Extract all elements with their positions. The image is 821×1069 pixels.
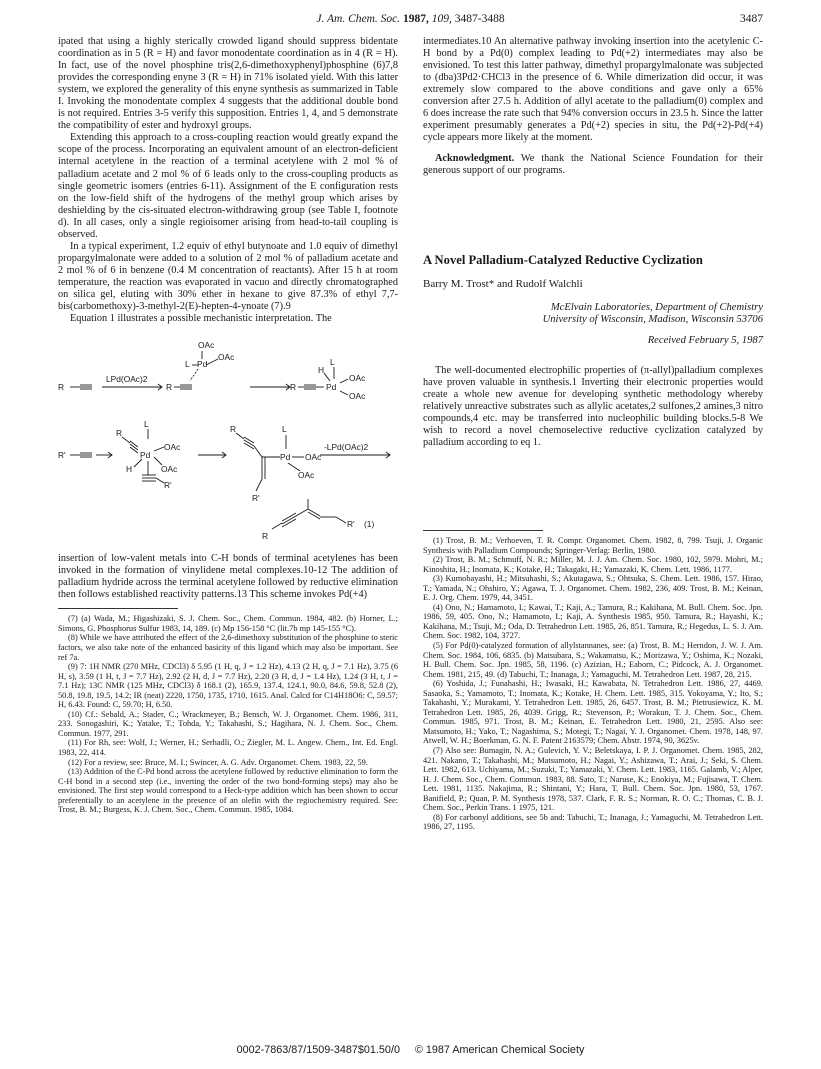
- scheme-label-r: R: [262, 531, 269, 542]
- footnote: (7) Also see: Bumagin, N. A.; Gulevich, Y. V.; Beletskaya, I. P. J. Organomet. Chem. 1985, 282, 421. Nakano, T.; Takahashi, M.; Matsumoto, H.; Nagai, Y.; Ashizawa, T.; Arai, J.; Seki, S. Chem. Lett. 1982, 613. Uchiyama, M.; Suzuki, T.; Yamazaki, Y. Chem. Lett. 1983, 1165. Galamb, V.; Alper, H. J. Chem. Soc., Chem. Commun. 1983, 88. Sato, T.; Naruse, K.; Enokiya, M.; Fujisawa, T. Chem. Lett. 1981, 1135. Nakajima, R.; Shintani, Y.; Hara, T. Bull. Chem. Soc. Jpn. 1980, 53, 1767. Banifield, P.; Quan, P. M. Synthesis 1978, 537. Clark, F. R. S.; Norman, R. O. C.; Thomas, C. B. J. Chem. Soc., Perkin Trans. 1 1975, 121.: [423, 746, 763, 813]
- received-date: Received February 5, 1987: [647, 334, 763, 346]
- scheme-label-pd: Pd: [140, 450, 151, 461]
- paragraph: insertion of low-valent metals into C-H bonds of terminal acetylenes has been invoked in the formation of vinylidene metal complexes.10-12 The addition of palladium hydride across the terminal acetylene followed by reductive elimination then follows established reactivity patterns.13 This scheme invokes Pd(+4): [58, 553, 398, 601]
- scheme-label-r: R: [116, 428, 123, 439]
- scheme-label-r-prime: R': [58, 450, 66, 461]
- scheme-label-oac: OAc: [349, 391, 366, 402]
- copyright: © 1987 American Chemical Society: [414, 1044, 585, 1056]
- paragraph: In a typical experiment, 1.2 equiv of ethyl butynoate and 1.0 equiv of dimethyl propargylmalonate were added to a solution of 2 mol % of palladium acetate and 2 mol % of 6 in benzene (0.4 M concentration of reactants). After 15 h at room temperature, the reaction was evaporated in vacuo and directly chromatographed on silica gel, eluting with 30% ether in hexane to give 87.3% of ethyl 7,7-bis(carbomethoxy)-3-methyl-2(E)-hepten-4-ynoate (7).9: [58, 240, 398, 313]
- footnote: (5) For Pd(0)-catalyzed formation of allylstannanes, see: (a) Trost, B. M.; Herndon, J. W. J. Am. Chem. Soc. 1984, 106, 6835. (b) Matsubara, S.; Wakamatsu, K.; Morizawa, Y.; Oshima, K.; Nozaki, H. Bull. Chem. Soc. Jpn. 1985, 58, 1196. (c) Azizian, H.; Eaborn, C.; Pidcock, A. J. Organomet. Chem. 1981, 215, 49. (d) Tabuchi, T.; Inanaga, J.; Yamaguchi, M. Tetrahedron Lett. 1987, 28, 215.: [423, 641, 763, 679]
- footnote: (8) For carbonyl additions, see 5b and: Tabuchi, T.; Inanaga, J.; Yamaguchi, M. Tetrahedron Lett. 1986, 27, 1195.: [423, 812, 763, 832]
- footnote: (1) Trost, B. M.; Verhoeven, T. R. Compr. Organomet. Chem. 1982, 8, 799. Tsuji, J. Organic Synthesis with Palladium Compounds; Springer-Verlag: Berlin, 1980.: [423, 535, 763, 555]
- paragraph: ipated that using a highly sterically crowded ligand should suppress bidentate coordination as in 5 (R = H) and favor monodentate coordination as in 4 (R = H). In fact, use of the novel phosphine tris(2,6-dimethoxyphenyl)phosphine (6)7,8 provides the corresponding enyne 3 (R = H) in 71% isolated yield. With this latter system, we explored the generality of this enyne synthesis as summarized in Table I. Invoking the monodentate complex 4 suggests that the additional double bond is not required. Entries 3-5 verify this supposition. Entries 1, 4, and 5 demonstrate the compatibility of ester and hydroxyl groups.: [58, 36, 398, 132]
- paragraph: The well-documented electrophilic properties of (π-allyl)palladium complexes have proven valuable in synthesis.1 Inverting their electronic properties would create a whole new avenue for developing synthetic methodology whereby relatively unreactive substrates such as allylic acetates,2 sulfones,2 amines,3 nitro compounds,4 etc. may be transferred into nucleophilic building blocks.5-8 We wish to record a novel chemoselective reductive cyclization catalyzed by palladium according to eq 1.: [423, 364, 763, 448]
- affiliation-line: McElvain Laboratories, Department of Chemistry: [550, 301, 763, 313]
- running-head: [0, 13, 821, 29]
- footnotes-right: [423, 536, 763, 832]
- footnote: (13) Addition of the C-Pd bond across the acetylene followed by reductive elimination to form the C-H bond in a second step (i.e., inverting the order of the two bond-forming steps) may also be envisioned. The first step would correspond to a Heck-type addition which has been shown to occur preferentially to an acetylene in the presence of an olefin with the regiochemistry required. See: Trost, B. M.; Burgess, K. J. Chem. Soc., Chem. Commun. 1985, 1084.: [58, 767, 398, 815]
- journal-year: 1987,: [403, 13, 429, 25]
- footnote: (12) For a review, see: Bruce, M. I.; Swincer, A. G. Adv. Organomet. Chem. 1983, 22, 59.: [68, 757, 368, 767]
- scheme-label-l: L: [185, 359, 190, 370]
- footnote: (6) Yoshida, J.; Funahashi, H.; Iwasaki, H.; Kawabata, N. Tetrahedron Lett. 1986, 27, 4469. Sasaoka, S.; Yamamoto, T.; Inomata, K.; Kotake, H. Chem. Lett. 1985, 315. Yokoyama, Y.; Ito, S.; Takahashi, Y.; Murakami, Y. Tetrahedron Lett. 1985, 26, 6457. Trost, B. M.; Pietrusiewicz, K. M. Tetrahedron Lett. 1985, 26, 4039. Grigg, R.; Stevenson, P.; Worakun, T. J. Chem. Soc., Chem. Commun. 1985, 971. Trost, B. M.; Keinan, E. Tetrahedron Lett. 1980, 21, 2595. Also see: Matsumoto, H.; Yako, T.; Nagashima, S.; Motegi, T.; Nagai, Y. J. Organomet. Chem. 1978, 148, 97. Atwell, W. H.; Boerkman, G. N. F. Patent 2163579; Chem. Abstr. 1974, 90, 3625v.: [423, 679, 763, 746]
- scheme-minus-reagent-label: -LPd(OAc)2: [324, 442, 369, 453]
- scheme-reagent-label: LPd(OAc)2: [106, 374, 148, 385]
- running-head-citation: [0, 13, 821, 25]
- authors: Barry M. Trost* and Rudolf Walchli: [423, 277, 583, 290]
- scheme-label-l: L: [330, 357, 335, 368]
- scheme-label-l: L: [144, 419, 149, 430]
- scheme-label-oac: OAc: [198, 340, 215, 351]
- scheme-label-r: R: [166, 382, 173, 393]
- acknowledgment-heading: Acknowledgment.: [435, 153, 515, 165]
- page-number: 3487: [740, 13, 763, 25]
- scheme-label-r: R: [290, 382, 297, 393]
- footnote: (8) While we have attributed the effect of the 2,6-dimethoxy substitution of the phosphine to steric factors, we also take note of the enhanced basicity of this ligand which may also be important. See ref 7a.: [58, 633, 398, 662]
- footnote-divider: [423, 530, 543, 531]
- footnotes-left: [58, 614, 398, 814]
- scheme-label-oac: OAc: [305, 452, 322, 463]
- scheme-label-r-prime: R': [164, 480, 172, 491]
- scheme-label-oac: OAc: [298, 470, 315, 481]
- acknowledgment: [423, 153, 763, 177]
- scheme-label-h: H: [318, 365, 325, 376]
- page-footer: [0, 1044, 821, 1056]
- equation-number: (1): [364, 519, 375, 530]
- left-column: [58, 36, 398, 815]
- scheme-label-r: R: [58, 382, 65, 393]
- scheme-label-pd: Pd: [326, 382, 337, 393]
- right-column: [423, 36, 763, 832]
- footnote: (9) 7: 1H NMR (270 MHz, CDCl3) δ 5.95 (1 H, q, J = 1.2 Hz), 4.13 (2 H, q, J = 7.1 Hz), 3.75 (6 H, s), 3.59 (1 H, t, J = 7.7 Hz), 2.92 (2 H, d, J = 7.7 Hz), 2.20 (3 H, d, J = 1.4 Hz), 1.24 (3 H, t, J = 7.1 Hz); 13C NMR (125 MHz, CDCl3) δ 168.1 (2), 165.9, 137.4, 124.1, 90.0, 84.6, 59.8, 52.8 (2), 50.8, 19.8, 19.5, 14.2; IR (neat) 2220, 1750, 1735, 1710, 1615. Anal. Calcd for C14H18O6: C, 59.57; H, 6.43. Found: C, 59.70; H, 6.50.: [58, 662, 398, 710]
- acknowledgment-text: We thank the National Science Foundation for their generous support of our programs.: [423, 153, 764, 177]
- footnote: (3) Kumobayashi, H.; Mitsuhashi, S.; Akutagawa, S.; Ohtsuka, S. Chem. Lett. 1986, 157. Hirao, T.; Yamada, N.; Ohshiro, Y.; Agawa, T. J. Organomet. Chem. 1982, 236, 409. Trost, B. M.; Keinan, E. J. Org. Chem. 1979, 44, 3451.: [423, 574, 763, 603]
- article-title: A Novel Palladium-Catalyzed Reductive Cyclization: [423, 252, 703, 267]
- footnote: (10) Cf.: Sebald, A.; Stader, C.; Wrackmeyer, B.; Bensch, W. J. Organomet. Chem. 1986, 311, 233. Sonogashiri, K.; Yatake, T.; Tohda, Y.; Takahashi, S.; Hagihara, N. J. Chem. Soc., Chem. Commun. 1977, 291.: [58, 709, 398, 738]
- journal-name: J. Am. Chem. Soc.: [316, 13, 401, 25]
- paragraph: Equation 1 illustrates a possible mechanistic interpretation. The: [70, 313, 332, 325]
- scheme-label-oac: OAc: [218, 352, 235, 363]
- footnote: (4) Ono, N.; Hamamoto, I.; Kawai, T.; Kaji, A.; Tamura, R.; Kakihana, M. Bull. Chem. Soc. Jpn. 1986, 59, 405. Ono, N.; Hamamoto, I.; Kaji, A. Synthesis 1985, 950. Tamura, R.; Hayashi, K.; Kakihana, M.; Tsuji, M.; Oda, D. Tetrahedron Lett. 1985, 26, 851. Tamura, R.; Hegedus, L. S. J. Am. Chem. Soc. 1982, 104, 3727.: [423, 602, 763, 641]
- scheme-label-h: H: [126, 464, 133, 475]
- footnote-divider: [58, 608, 178, 609]
- scheme-label-oac: OAc: [349, 373, 366, 384]
- issn-code: 0002-7863/87/1509-3487$01.50/0: [236, 1044, 400, 1056]
- mechanism-scheme-drawing: [58, 329, 398, 547]
- journal-volume: 109,: [431, 13, 452, 25]
- scheme-label-oac: OAc: [164, 442, 181, 453]
- scheme-label-pd: Pd: [280, 452, 291, 463]
- footnote: (11) For Rh, see: Wolf, J.; Werner, H.; Serhadli, O.; Ziegler, M. L. Angew. Chem., Int. Ed. Engl. 1983, 22, 414.: [58, 738, 398, 757]
- scheme-label-l: L: [282, 424, 287, 435]
- mechanism-scheme: [58, 329, 398, 547]
- affiliation-line: University of Wisconsin, Madison, Wisconsin 53706: [542, 314, 763, 326]
- scheme-label-pd: Pd: [197, 359, 208, 370]
- footnote: (7) (a) Wada, M.; Higashizaki, S. J. Chem. Soc., Chem. Commun. 1984, 482. (b) Horner, L.; Simons, G. Phosphorus Sulfur 1983, 14, 189. (c) Mp 156-158 °C (lit.7b mp 145-155 °C).: [58, 614, 398, 633]
- scheme-label-r-prime: R': [252, 493, 260, 504]
- paragraph: Extending this approach to a cross-coupling reaction would greatly expand the scope of the process. Incorporating an equivalent amount of an electron-deficient internal acetylene in the reaction of a terminal acetylene with 2 mol % of palladium acetate and 2 mol % of 6 leads only to the cross-coupling products as single geometric isomers (entries 6-11). Assignment of the E configuration rests on the low-field shift of the hydrogens of the methyl group which arises by deshielding by the cis-situated electron-withdrawing group (see Table I, footnote d). In all cases, only a single regioisomer arising from head-to-tail coupling is observed.: [58, 132, 398, 240]
- paragraph: intermediates.10 An alternative pathway invoking insertion into the acetylenic C-H bond by a Pd(0) complex leading to Pd(+2) intermediates may also be envisioned. To test this latter pathway, dimethyl propargylmalonate was subjected to (dba)3Pd2·CHCl3 in the presence of 6. While dimerization did occur, it was extremely slow compared to the above conditions and gave only a 65% conversion after 27.5 h. Addition of allyl acetate to the palladium(0) complex and 6 does increase the rate such that 94% conversion occurs in 23.5 h. Since the latter experiment presumably generates a Pd(+2) species in situ, the Pd(+2)-Pd(+4) cycle appears more likely at the moment.: [423, 36, 763, 144]
- scheme-label-r-prime: R': [347, 519, 355, 530]
- scheme-label-oac: OAc: [161, 464, 178, 475]
- footnote: (2) Trost, B. M.; Schmuff, N. R.; Miller, M. J. J. Am. Chem. Soc. 1980, 102, 5979. Mohri, M.; Kinoshita, H.; Inomata, K.; Kotake, H.; Takagaki, H.; Yamazaki, K. Chem. Lett. 1986, 1177.: [423, 555, 763, 574]
- journal-pages: 3487-3488: [454, 13, 505, 25]
- scheme-label-r: R: [230, 424, 237, 435]
